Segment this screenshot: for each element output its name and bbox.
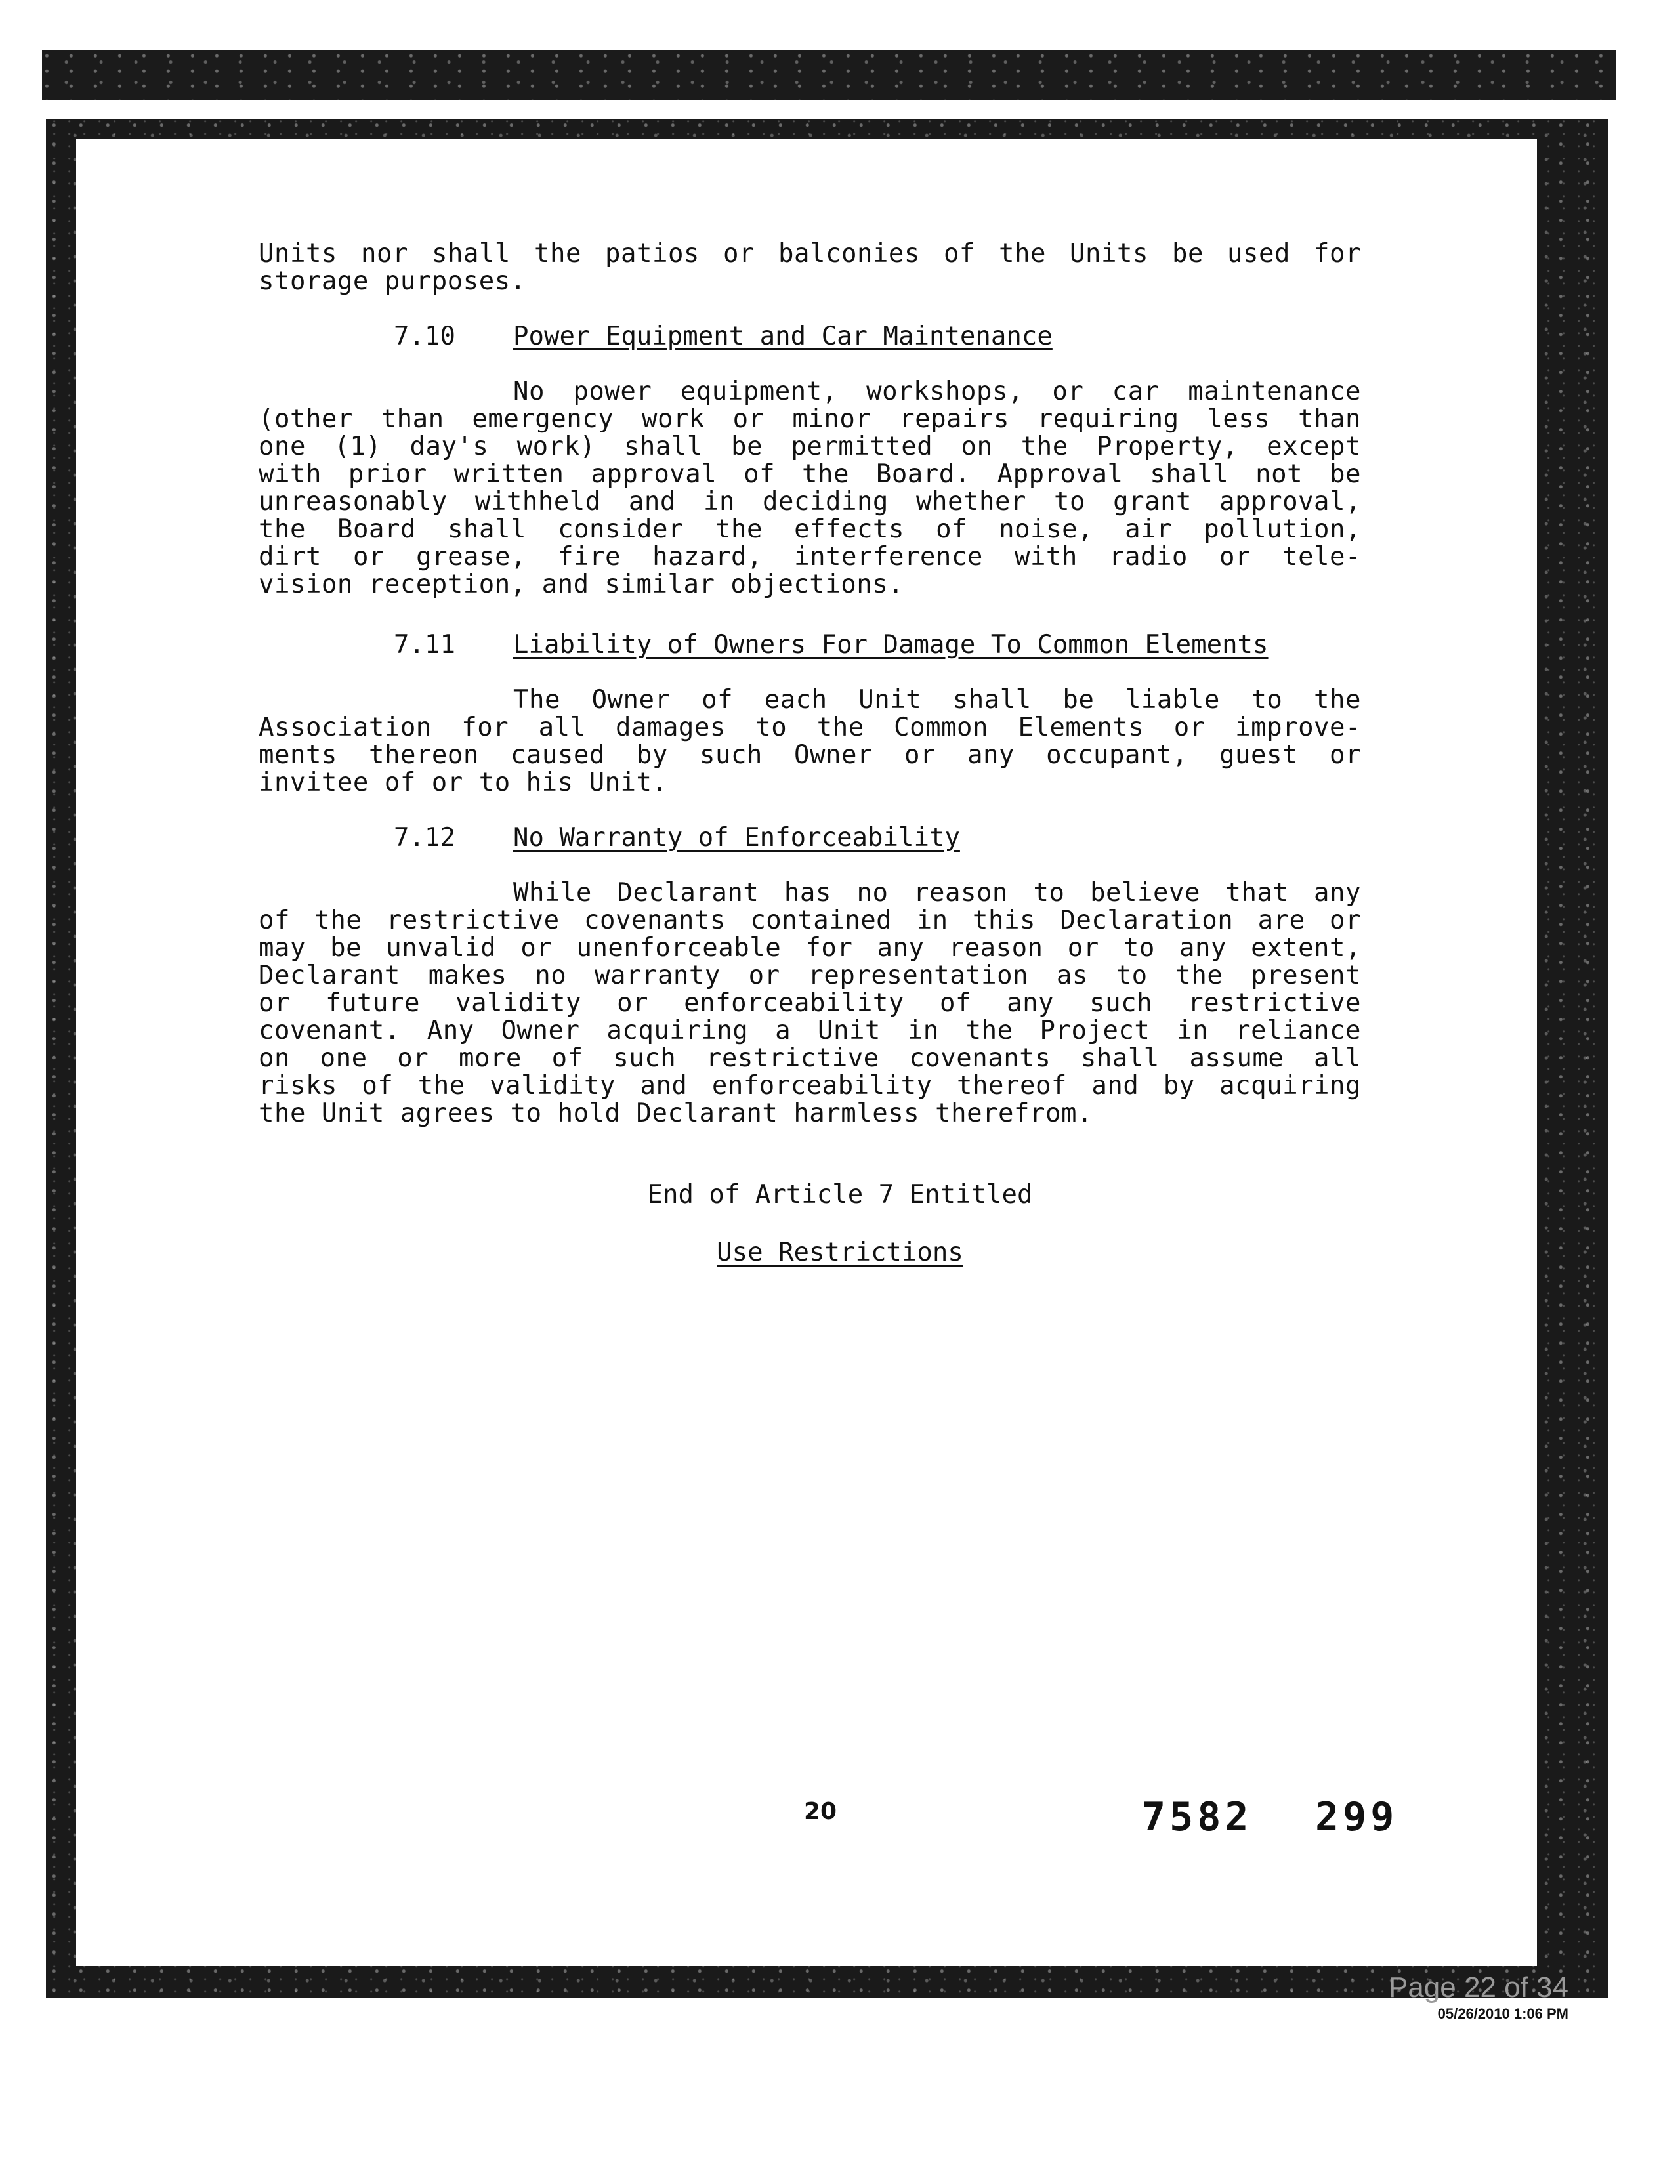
section-heading — [394, 323, 1053, 350]
body-line: Units nor shall the patios or balconies of the Units be used for — [259, 239, 1361, 268]
body-line: vision reception, and similar objections. — [259, 570, 904, 599]
section-heading — [394, 824, 960, 852]
body-line: No power equipment, workshops, or car maintenance — [513, 377, 1361, 406]
body-line: While Declarant has no reason to believe that any — [513, 878, 1361, 908]
body-line: covenant. Any Owner acquiring a Unit in the Project in reliance — [259, 1016, 1361, 1045]
body-line: unreasonably withheld and in deciding whether to grant approval, — [259, 487, 1361, 516]
scan-top-border — [42, 50, 1616, 100]
body-line: invitee of or to his Unit. — [259, 768, 668, 797]
book-page-number: 299 — [1315, 1794, 1398, 1840]
section-title: Power Equipment and Car Maintenance — [513, 322, 1053, 351]
body-line: Declarant makes no warranty or representation as to the present — [259, 961, 1361, 990]
section-number: 7.11 — [394, 630, 455, 660]
body-line: storage purposes. — [259, 266, 526, 296]
section-title: No Warranty of Enforceability — [513, 823, 960, 852]
body-line: one (1) day's work) shall be permitted on the Property, except — [259, 432, 1361, 461]
body-line: the Board shall consider the effects of noise, air pollution, — [259, 514, 1361, 544]
body-line: of the restrictive covenants contained in this Declaration are or — [259, 906, 1361, 935]
body-line: or future validity or enforceability of any such restrictive — [259, 988, 1361, 1018]
page-number: 20 — [803, 1798, 837, 1825]
body-line: on one or more of such restrictive covenants shall assume all — [259, 1043, 1361, 1073]
section-number: 7.10 — [394, 322, 455, 351]
section-heading — [394, 631, 1269, 659]
page-stamp: Page 22 of 34 — [1388, 1971, 1568, 2004]
article-end-line: End of Article 7 Entitled — [647, 1180, 1033, 1209]
article-end-title — [0, 1239, 1680, 1267]
body-line: The Owner of each Unit shall be liable to the — [513, 685, 1361, 715]
print-timestamp: 05/26/2010 1:06 PM — [1437, 2006, 1568, 2022]
body-line: with prior written approval of the Board. Approval shall not be — [259, 459, 1361, 489]
body-line: may be unvalid or unenforceable for any reason or to any extent, — [259, 933, 1361, 963]
section-title: Liability of Owners For Damage To Common Elements — [513, 630, 1269, 660]
body-line: the Unit agrees to hold Declarant harmless therefrom. — [259, 1099, 1093, 1128]
section-number: 7.12 — [394, 823, 455, 852]
body-line: ments thereon caused by such Owner or any occupant, guest or — [259, 740, 1361, 770]
body-line: dirt or grease, fire hazard, interference with radio or tele- — [259, 542, 1361, 572]
body-line: Association for all damages to the Common Elements or improve- — [259, 713, 1361, 742]
body-line: risks of the validity and enforceability thereof and by acquiring — [259, 1071, 1361, 1101]
body-line: (other than emergency work or minor repairs requiring less than — [259, 404, 1361, 434]
book-number: 7582 — [1142, 1794, 1253, 1840]
article-title: Use Restrictions — [717, 1238, 963, 1267]
